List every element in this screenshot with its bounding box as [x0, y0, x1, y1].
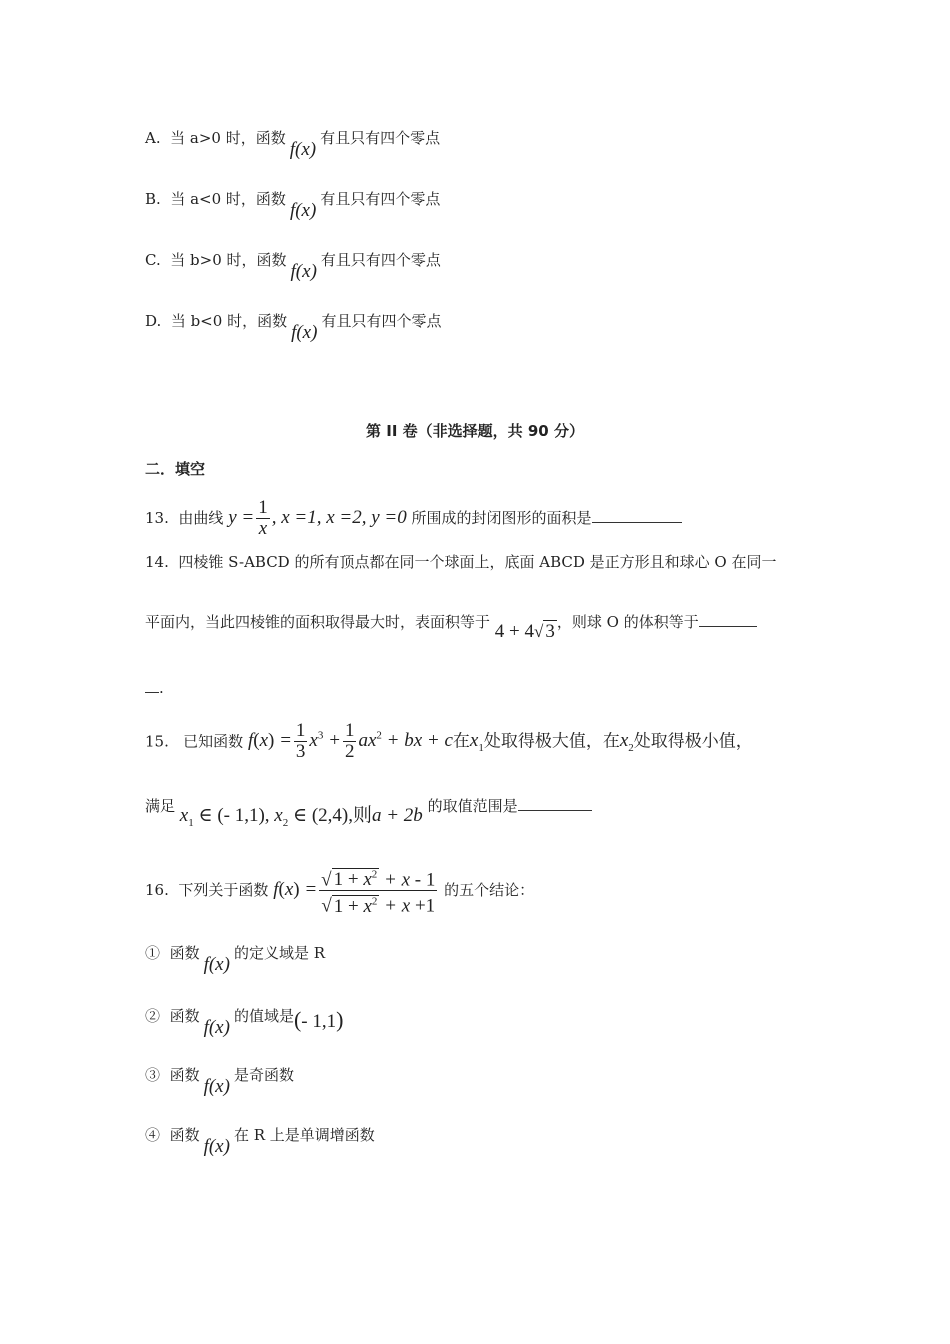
question-14-line2: 平面内，当此四棱锥的面积取得最大时，表面积等于 4 + 4√ 3 ，则球 O 的体积等于 — [145, 612, 757, 632]
answer-blank[interactable] — [518, 796, 592, 811]
option-c: C. 当 b>0 时，函数f(x)有且只有四个零点 — [145, 251, 441, 282]
option-a: A. 当 a>0 时，函数f(x)有且只有四个零点 — [145, 129, 441, 160]
q16-function-math: f(x) = $\frac{√ 1 + x^2 + x - 1}{√ 1 + x^2 + x +1}$ — [273, 879, 439, 900]
claim-4: ④ 函数f(x)在 R 上是单调增函数 — [145, 1126, 375, 1157]
option-b: B. 当 a<0 时，函数f(x)有且只有四个零点 — [145, 190, 441, 221]
question-15-line2: 满足 $x_1$ ∈ (- 1,1), $x_2$ ∈ (2,4),则a + 2b 的取值范围是 — [145, 796, 592, 823]
answer-blank[interactable] — [592, 508, 682, 523]
fx-math: f(x) — [203, 1076, 230, 1097]
fx-math: f(x) — [203, 1136, 230, 1157]
claim-3: ③ 函数f(x)是奇函数 — [145, 1066, 294, 1097]
q15-function-math: f(x) = $\frac{1}{3}$ $x^3$ + $\frac{1}{2}$ $ax^2$ + bx + c — [247, 720, 453, 763]
answer-blank[interactable] — [145, 678, 159, 693]
question-14-tail: . — [145, 678, 164, 698]
claim-2: ② 函数f(x)的值域是(- 1,1) — [145, 1007, 344, 1038]
fx-math: f(x) — [203, 954, 230, 975]
fx-math: f(x) — [289, 200, 317, 221]
fx-math: f(x) — [290, 261, 317, 282]
option-d: D. 当 b<0 时，函数f(x)有且只有四个零点 — [145, 312, 442, 343]
question-14-line1: 14. 四棱锥 S-ABCD 的所有顶点都在同一个球面上，底面 ABCD 是正方形且和球心 O 在同一 — [145, 553, 777, 571]
surface-area-math: 4 + 4√ 3 — [494, 621, 555, 642]
answer-blank[interactable] — [699, 612, 757, 627]
claim-1: ① 函数f(x)的定义域是 R — [145, 944, 326, 975]
q15-condition-math: $x_1$ ∈ (- 1,1), $x_2$ ∈ (2,4),则a + 2b — [179, 805, 423, 829]
fx-math: f(x) — [291, 322, 318, 343]
fx-math: f(x) — [203, 1017, 230, 1038]
section-two-title: 二．填空 — [145, 460, 206, 478]
question-13: 13. 由曲线 y = $\frac{1}{x}$ , x =1, x =2, y =0 所围成的封闭图形的面积是 — [145, 498, 682, 539]
question-16: 16. 下列关于函数 f(x) = $\frac{√ 1 + x^2 + x - 1}{√ 1 + x^2 + x +1}$ 的五个结论： — [145, 865, 534, 917]
q13-math: y = $\frac{1}{x}$ , x =1, x =2, y =0 — [228, 497, 407, 540]
range-math: (- 1,1) — [293, 1007, 344, 1032]
section-title: 第 II 卷（非选择题，共 90 分） — [366, 422, 584, 440]
fx-math: f(x) — [289, 139, 317, 160]
question-15-line1: 15. 已知函数 f(x) = $\frac{1}{3}$ $x^3$ + $\frac{1}{2}$ $ax^2$ + bx + c在$x_1$处取得极大值，在$x_2$处取得极小值， — [145, 720, 753, 763]
